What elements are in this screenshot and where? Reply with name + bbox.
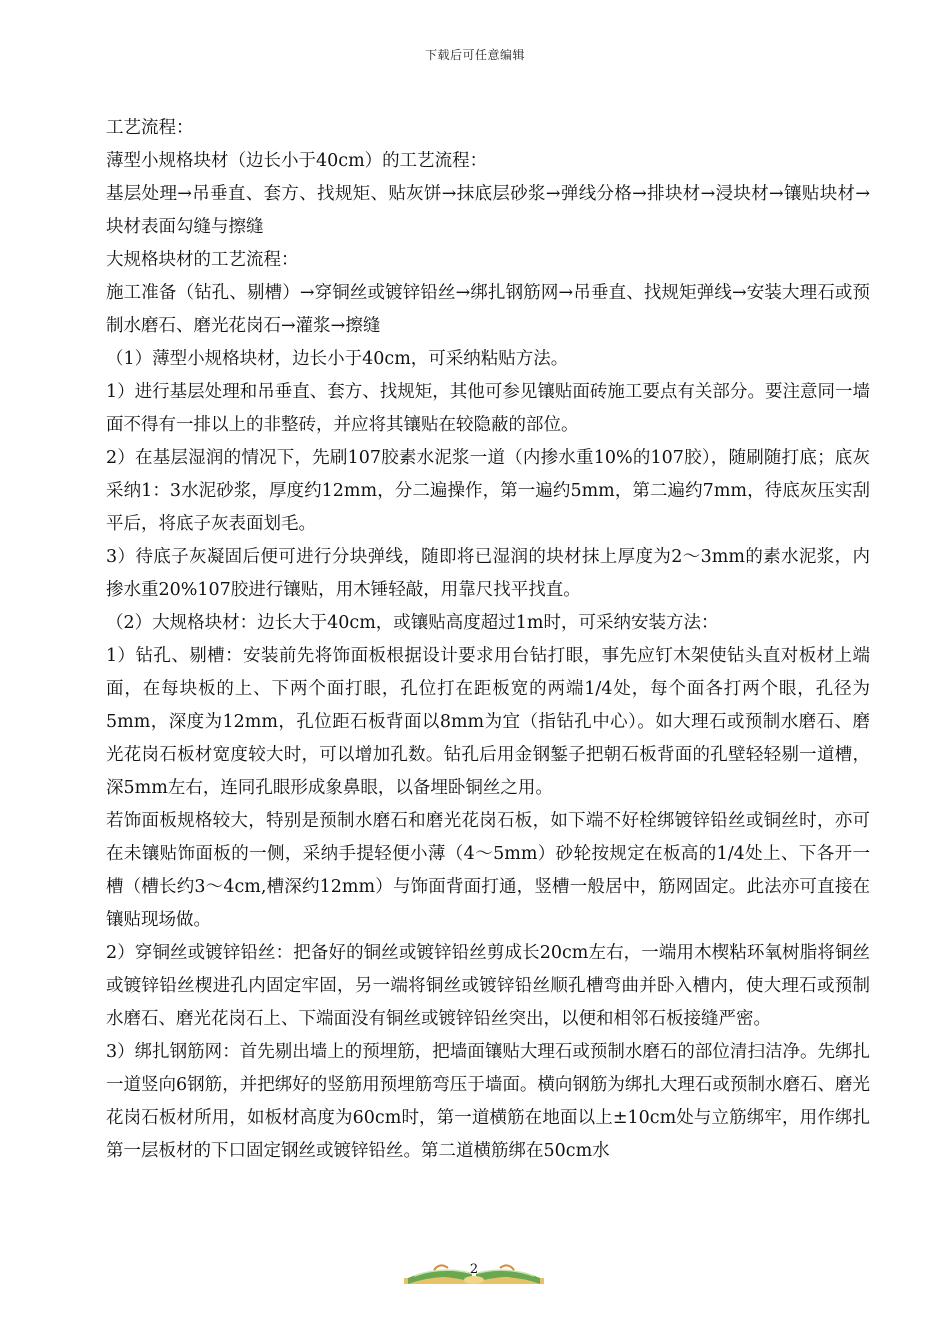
paragraph: 施工准备（钻孔、剔槽）→穿铜丝或镀锌铅丝→绑扎钢筋网→吊垂直、找规矩弹线→安装大理石或预制水磨石、磨光花岗石→灌浆→擦缝: [106, 283, 870, 336]
document-body: [106, 112, 870, 1168]
paragraph: 若饰面板规格较大，特别是预制水磨石和磨光花岗石板，如下端不好栓绑镀锌铅丝或铜丝时，亦可在未镶贴饰面板的一侧，采纳手提轻便小薄（4～5mm）砂轮按规定在板高的1/4处上、下各开一槽（槽长约3～4cm,槽深约12mm）与饰面背面打通，竖槽一般居中，筋网固定。此法亦可直接在镶贴现场做。: [106, 811, 870, 930]
paragraph: （1）薄型小规格块材，边长小于40cm，可采纳粘贴方法。: [106, 349, 569, 369]
paragraph: 1）钻孔、剔槽：安装前先将饰面板根据设计要求用台钻打眼，事先应钉木架使钻头直对板材上端面，在每块板的上、下两个面打眼，孔位打在距板宽的两端1/4处，每个面各打两个眼，孔径为5mm，深度为12mm，孔位距石板背面以8mm为宜（指钻孔中心）。如大理石或预制水磨石、磨光花岗石板材宽度较大时，可以增加孔数。钻孔后用金钢錾子把朝石板背面的孔壁轻轻剔一道槽，深5mm左右，连同孔眼形成象鼻眼，以备埋卧铜丝之用。: [106, 646, 870, 798]
paragraph: （2）大规格块材：边长大于40cm，或镶贴高度超过1m时，可采纳安装方法：: [106, 613, 719, 633]
page-number: 2: [469, 1262, 479, 1277]
page-footer: [404, 1258, 544, 1286]
paragraph: 2）穿铜丝或镀锌铅丝：把备好的铜丝或镀锌铅丝剪成长20cm左右，一端用木楔粘环氧树脂将铜丝或镀锌铅丝楔进孔内固定牢固，另一端将铜丝或镀锌铅丝顺孔槽弯曲并卧入槽内，使大理石或预制水磨石、磨光花岗石上、下端面没有铜丝或镀锌铅丝突出，以便和相邻石板接缝严密。: [106, 943, 870, 1029]
paragraph: 大规格块材的工艺流程：: [106, 250, 299, 270]
paragraph: 薄型小规格块材（边长小于40cm）的工艺流程：: [106, 151, 488, 171]
paragraph: 3）绑扎钢筋网：首先剔出墙上的预埋筋，把墙面镶贴大理石或预制水磨石的部位清扫洁净。先绑扎一道竖向6钢筋，并把绑好的竖筋用预埋筋弯压于墙面。横向钢筋为绑扎大理石或预制水磨石、磨光花岗石板材所用，如板材高度为60cm时，第一道横筋在地面以上±10cm处与立筋绑牢，用作绑扎第一层板材的下口固定钢丝或镀锌铅丝。第二道横筋绑在50cm水: [106, 1042, 870, 1161]
paragraph: 3）待底子灰凝固后便可进行分块弹线，随即将已湿润的块材抹上厚度为2～3mm的素水泥浆，内掺水重20%107胶进行镶贴，用木锤轻敲，用靠尺找平找直。: [106, 547, 870, 600]
paragraph: 基层处理→吊垂直、套方、找规矩、贴灰饼→抹底层砂浆→弹线分格→排块材→浸块材→镶贴块材→块材表面勾缝与擦缝: [106, 184, 870, 237]
paragraph: 工艺流程：: [106, 118, 194, 138]
page-header: 下载后可任意编辑: [424, 48, 525, 62]
paragraph: 2）在基层湿润的情况下，先刷107胶素水泥浆一道（内掺水重10%的107胶），随刷随打底；底灰采纳1：3水泥砂浆，厚度约12mm，分二遍操作，第一遍约5mm，第二遍约7mm，待底灰压实刮平后，将底子灰表面划毛。: [106, 448, 870, 534]
paragraph: 1）进行基层处理和吊垂直、套方、找规矩，其他可参见镶贴面砖施工要点有关部分。要注意同一墙面不得有一排以上的非整砖，并应将其镶贴在较隐蔽的部位。: [106, 382, 870, 435]
